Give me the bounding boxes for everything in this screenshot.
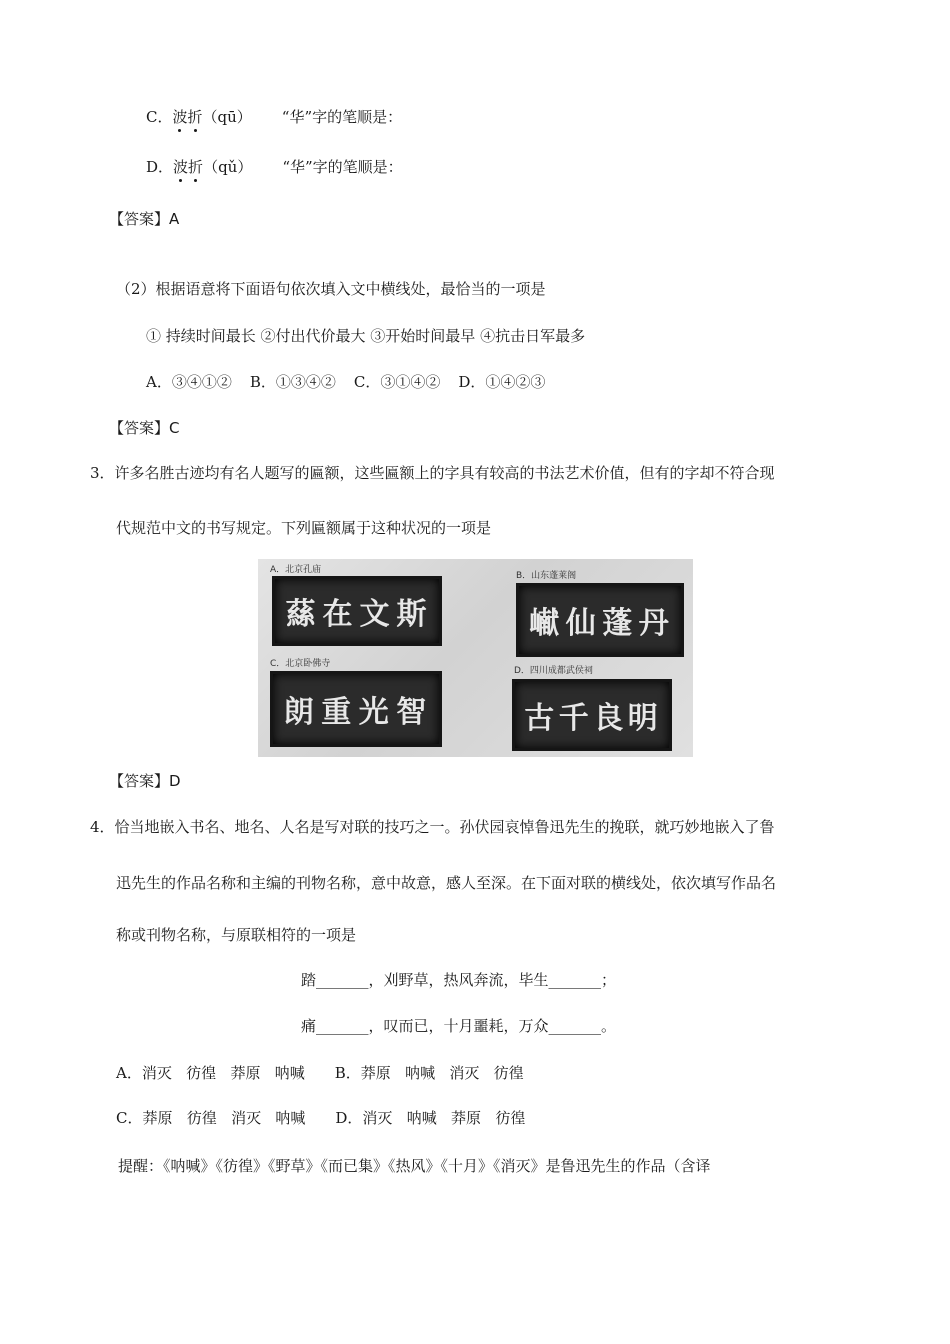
option-b: B．莽原 呐喊 消灭 彷徨: [334, 1064, 524, 1082]
word-char: 波: [173, 158, 189, 176]
option-c: C．莽原 彷徨 消灭 呐喊: [116, 1109, 306, 1127]
plaque-char: 蕬: [285, 597, 318, 632]
plaque-caption-c: C．北京卧佛寺: [270, 659, 331, 669]
option-b: B．①③④②: [249, 373, 336, 391]
answer-value: A: [169, 210, 180, 228]
q4-options-row-1: [116, 1063, 524, 1083]
plaque-char: 千: [558, 701, 591, 736]
option-c: C．③①④②: [353, 373, 441, 391]
plaque-a: [272, 576, 442, 646]
plaque-char: 丹: [638, 606, 671, 641]
plaque-char: 光: [358, 695, 391, 730]
word-char-dotted: 折: [188, 158, 204, 176]
answer-value: D: [169, 772, 181, 790]
option-letter: D．: [146, 158, 174, 176]
answer-value: C: [169, 419, 180, 437]
couplet-line-2: 痛_______，叹而已，十月噩耗，万众_______。: [301, 1017, 617, 1035]
answer-1: [109, 209, 179, 229]
pinyin: （qū）: [202, 108, 252, 126]
answer-label: 【答案】: [109, 210, 170, 228]
q4-line-3: 称或刊物名称，与原联相符的一项是: [116, 926, 357, 944]
plaque-char: 仙: [565, 606, 598, 641]
plaque-b: [516, 583, 684, 657]
plaque-char: 在: [322, 597, 355, 632]
stroke-order-text: “华”字的笔顺是：: [281, 108, 403, 126]
q2-items: ① 持续时间最长 ②付出代价最大 ③开始时间最早 ④抗击日军最多: [146, 327, 586, 345]
option-d: D．①④②③: [458, 373, 546, 391]
answer-3: [109, 771, 181, 791]
plaque-char: 重: [321, 695, 354, 730]
q2-options: [146, 372, 545, 392]
plaque-caption-d: D．四川成都武侯祠: [514, 666, 593, 676]
q4-options-row-2: [116, 1108, 525, 1128]
hint-text: 提醒：《呐喊》《彷徨》《野草》《而已集》《热风》《十月》《消灭》是鲁迅先生的作品（含译: [118, 1157, 711, 1175]
option-d: D．消灭 呐喊 莽原 彷徨: [335, 1109, 526, 1127]
plaque-caption-b: B．山东蓬莱阁: [516, 571, 577, 581]
word-char: 波: [172, 108, 188, 126]
plaque-char: 良: [593, 701, 626, 736]
option-letter: C．: [146, 108, 173, 126]
q4-line-2: 迅先生的作品名称和主编的刊物名称，意中故意，感人至深。在下面对联的横线处，依次填写作品名: [116, 874, 777, 892]
stroke-order-text: “华”字的笔顺是：: [282, 158, 403, 176]
option-d: [146, 157, 403, 177]
plaques-photo: [258, 559, 693, 757]
plaque-char: 蓬: [602, 606, 635, 641]
q4-line-1: 4．恰当地嵌入书名、地名、人名是写对联的技巧之一。孙伏园哀悼鲁迅先生的挽联，就巧妙地嵌入了鲁: [90, 818, 775, 836]
answer-2: [109, 418, 180, 438]
plaque-caption-a: A．北京孔庙: [270, 565, 322, 575]
q3-line-2: 代规范中文的书写规定。下列匾额属于这种状况的一项是: [116, 519, 492, 537]
plaque-char: 朗: [283, 695, 316, 730]
q3-line-1: 3．许多名胜古迹均有名人题写的匾额，这些匾额上的字具有较高的书法艺术价值，但有的字却不符合现: [90, 464, 775, 482]
plaque-char: 智: [396, 695, 429, 730]
q2-prompt: （2）根据语意将下面语句依次填入文中横线处，最恰当的一项是: [116, 280, 546, 298]
plaque-char: 古: [524, 701, 557, 736]
option-a: A．消灭 彷徨 莽原 呐喊: [116, 1064, 305, 1082]
answer-label: 【答案】: [109, 772, 170, 790]
plaque-d: [512, 679, 672, 751]
pinyin: （qǔ）: [203, 158, 253, 176]
answer-label: 【答案】: [109, 419, 170, 437]
word-char-dotted: 折: [187, 108, 203, 126]
option-c: [146, 107, 402, 127]
plaque-char: 斯: [396, 597, 429, 632]
plaque-c: [270, 671, 442, 747]
plaque-char: 明: [627, 701, 660, 736]
couplet-line-1: 踏_______，刈野草，热风奔流，毕生_______；: [301, 971, 617, 989]
plaque-char: 𪩘: [529, 606, 562, 641]
option-a: A．③④①②: [146, 373, 232, 391]
plaque-char: 文: [359, 597, 392, 632]
